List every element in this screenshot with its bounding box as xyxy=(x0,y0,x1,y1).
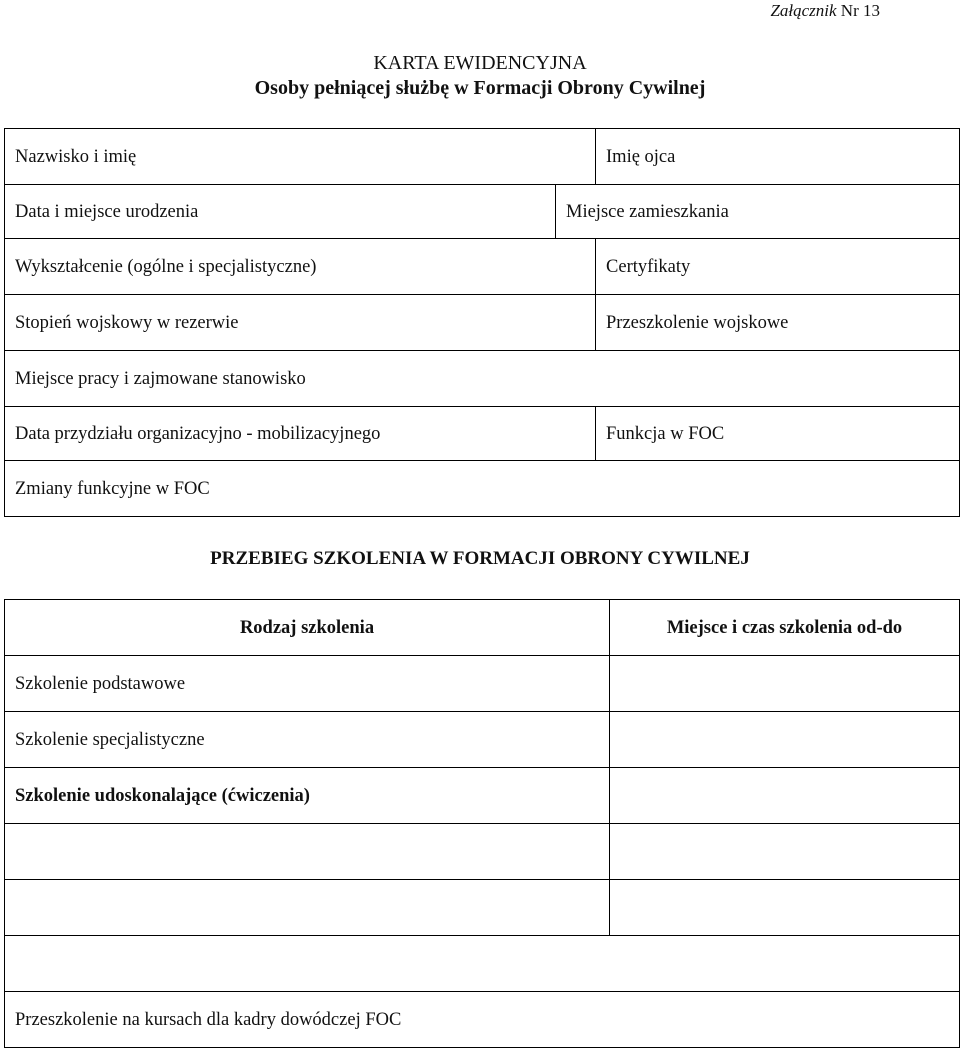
col-header-type: Rodzaj szkolenia xyxy=(5,600,610,656)
improvement-training-place-time[interactable] xyxy=(610,768,960,824)
col-header-place-time: Miejsce i czas szkolenia od-do xyxy=(610,600,960,656)
annex-number: Nr 13 xyxy=(840,1,880,20)
military-training-field[interactable]: Przeszkolenie wojskowe xyxy=(596,295,960,351)
document-subtitle: Osoby pełniącej służbę w Formacji Obrony Cywilnej xyxy=(254,77,706,99)
assignment-date-field[interactable]: Data przydziału organizacyjno - mobilizacyjnego xyxy=(5,407,596,461)
empty-place-time-cell[interactable] xyxy=(610,824,960,880)
table-row xyxy=(5,461,960,517)
military-rank-field[interactable]: Stopień wojskowy w rezerwie xyxy=(5,295,596,351)
empty-full-row[interactable] xyxy=(5,936,960,992)
training-section-title: PRZEBIEG SZKOLENIA W FORMACJI OBRONY CYWILNEJ xyxy=(210,548,750,569)
table-row xyxy=(5,295,960,351)
table-row xyxy=(5,936,960,992)
function-changes-field[interactable]: Zmiany funkcyjne w FOC xyxy=(5,461,960,517)
table-row xyxy=(5,656,960,712)
basic-training-place-time[interactable] xyxy=(610,656,960,712)
table-row xyxy=(5,129,960,185)
table-row xyxy=(5,768,960,824)
command-courses-field[interactable]: Przeszkolenie na kursach dla kadry dowódczej FOC xyxy=(5,992,960,1048)
table-row xyxy=(5,824,960,880)
annex-word: Załącznik xyxy=(770,1,837,20)
document-title: KARTA EWIDENCYJNA xyxy=(373,52,587,74)
annex-label xyxy=(770,0,880,22)
certificates-field[interactable]: Certyfikaty xyxy=(596,239,960,295)
specialist-training-place-time[interactable] xyxy=(610,712,960,768)
birth-field[interactable]: Data i miejsce urodzenia xyxy=(5,185,556,239)
specialist-training-cell: Szkolenie specjalistyczne xyxy=(5,712,610,768)
father-name-field[interactable]: Imię ojca xyxy=(596,129,960,185)
table-row xyxy=(5,712,960,768)
personal-data-table xyxy=(4,128,960,517)
training-table xyxy=(4,599,960,1048)
table-header-row xyxy=(5,600,960,656)
basic-training-cell: Szkolenie podstawowe xyxy=(5,656,610,712)
empty-training-cell[interactable] xyxy=(5,824,610,880)
table-row xyxy=(5,239,960,295)
residence-field[interactable]: Miejsce zamieszkania xyxy=(556,185,960,239)
improvement-training-cell: Szkolenie udoskonalające (ćwiczenia) xyxy=(5,768,610,824)
table-row xyxy=(5,407,960,461)
empty-place-time-cell[interactable] xyxy=(610,880,960,936)
table-row xyxy=(5,880,960,936)
foc-function-field[interactable]: Funkcja w FOC xyxy=(596,407,960,461)
education-field[interactable]: Wykształcenie (ogólne i specjalistyczne) xyxy=(5,239,596,295)
table-row xyxy=(5,185,960,239)
workplace-field[interactable]: Miejsce pracy i zajmowane stanowisko xyxy=(5,351,960,407)
empty-training-cell[interactable] xyxy=(5,880,610,936)
table-row xyxy=(5,351,960,407)
name-field[interactable]: Nazwisko i imię xyxy=(5,129,596,185)
table-row xyxy=(5,992,960,1048)
